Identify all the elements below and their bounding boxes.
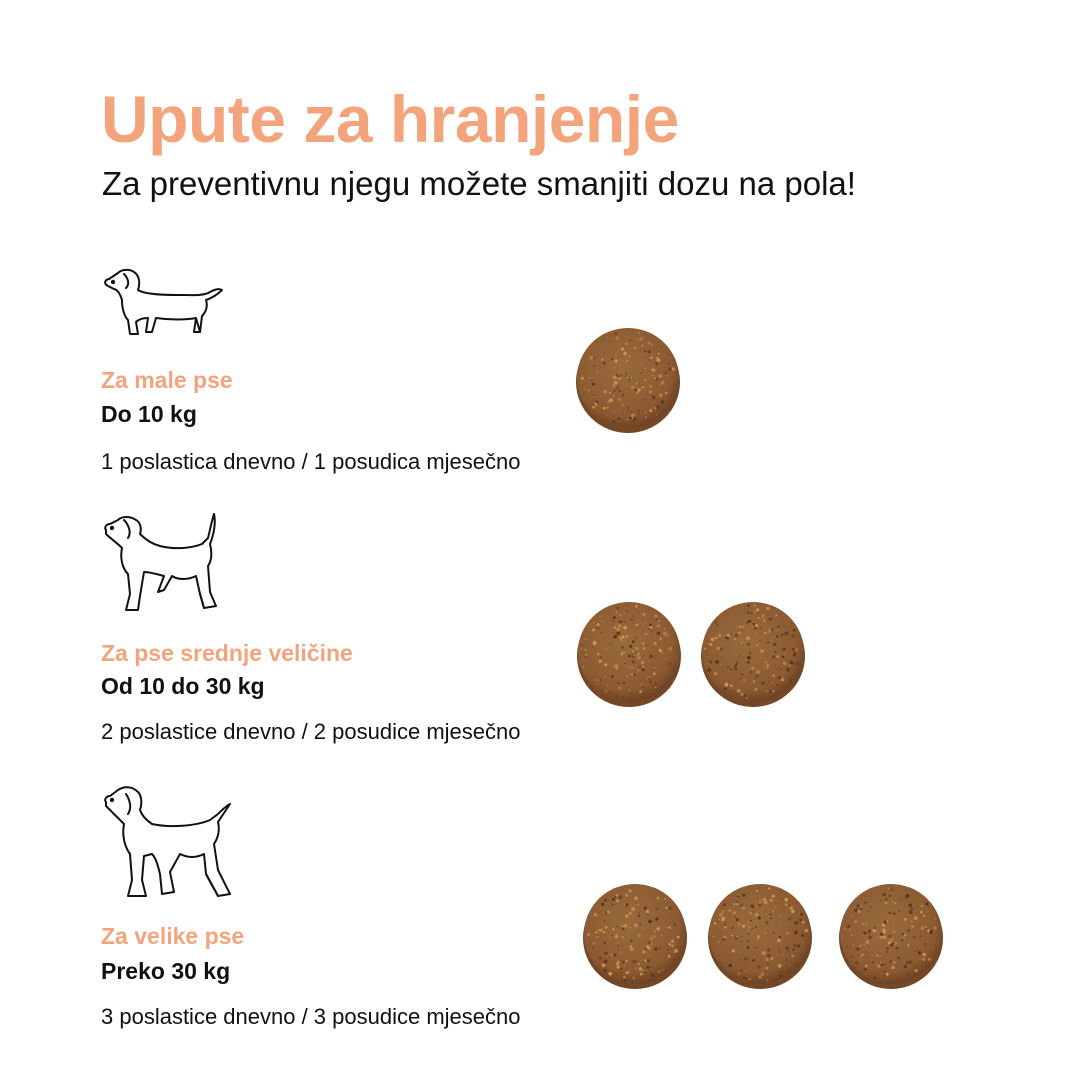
treat-image — [700, 600, 806, 708]
dose-text: 3 poslastice dnevno / 3 posudice mjesečno — [101, 1004, 521, 1029]
treat-image — [838, 882, 944, 990]
weight-range: Od 10 do 30 kg — [101, 673, 265, 699]
medium-dog-icon — [100, 510, 224, 618]
weight-range: Do 10 kg — [101, 401, 197, 427]
treat-image — [582, 882, 688, 990]
dose-text: 2 poslastice dnevno / 2 posudice mjesečno — [101, 719, 521, 744]
small-dog-icon — [100, 262, 226, 338]
large-dog-icon — [100, 784, 236, 902]
dose-text: 1 poslastica dnevno / 1 posudica mjesečno — [101, 449, 521, 474]
treat-image — [707, 882, 813, 990]
page-subtitle: Za preventivnu njegu možete smanjiti dozu na pola! — [102, 165, 856, 202]
section-label: Za velike pse — [101, 923, 245, 949]
page-title: Upute za hranjenje — [101, 82, 679, 156]
treat-image — [576, 600, 682, 708]
section-label: Za male pse — [101, 367, 233, 393]
treat-image — [575, 326, 681, 434]
section-label: Za pse srednje veličine — [101, 640, 353, 666]
weight-range: Preko 30 kg — [101, 958, 231, 984]
